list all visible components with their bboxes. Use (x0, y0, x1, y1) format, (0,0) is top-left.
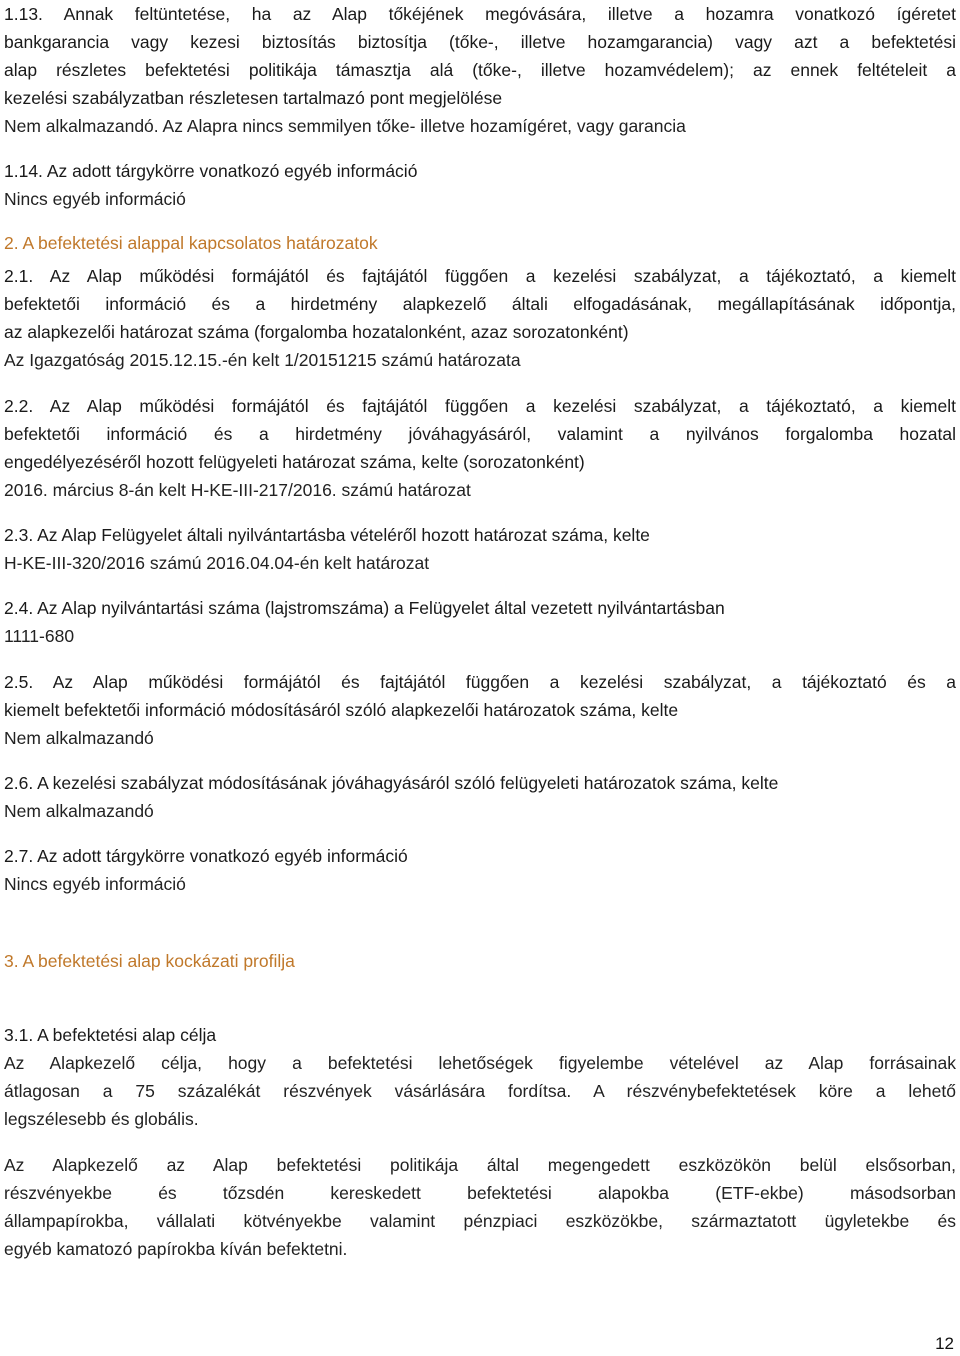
section-2-3-answer: H-KE-III-320/2016 számú 2016.04.04-én kelt határozat (4, 553, 430, 573)
section-2-5-answer: Nem alkalmazandó (4, 728, 154, 748)
section-1-13-heading-line-1: 1.13. Annak feltüntetése, ha az Alap tőkéjének megóvására, illetve a hozamra vonatkozó ígéretet (4, 4, 956, 24)
section-1-13-heading-line-3: alap részletes befektetési politikája támasztja alá (tőke-, illetve hozamvédelem); az ennek feltételeit a (4, 60, 956, 80)
section-2-1-heading-line-1: 2.1. Az Alap működési formájától és fajtájától függően a kezelési szabályzat, a tájékoztató, a kiemelt (4, 266, 956, 286)
section-1-13-heading-line-2: bankgarancia vagy kezesi biztosítás biztosítja (tőke-, illetve hozamgarancia) vagy azt a befektetési (4, 32, 956, 52)
section-2-6-heading: 2.6. A kezelési szabályzat módosításának jóváhagyásáról szóló felügyeleti határozatok száma, kelte (4, 773, 779, 793)
section-3-1-heading: 3.1. A befektetési alap célja (4, 1025, 217, 1045)
section-2-3-heading: 2.3. Az Alap Felügyelet általi nyilvántartásba vételéről hozott határozat száma, kelte (4, 525, 650, 545)
section-2-2-heading-line-3: engedélyezéséről hozott felügyeleti határozat száma, kelte (sorozatonként) (4, 452, 585, 472)
section-1-13-heading-line-4: kezelési szabályzatban részletesen tartalmazó pont megjelölése (4, 88, 503, 108)
section-2-7-answer: Nincs egyéb információ (4, 874, 186, 894)
section-3-1-para-1-line-1: Az Alapkezelő célja, hogy a befektetési lehetőségek figyelembe vételével az Alap forrásainak (4, 1053, 956, 1073)
section-2-1-heading-line-2: befektetői információ és a hirdetmény alapkezelő általi elfogadásának, megállapításának időpontja, (4, 294, 956, 314)
section-3-1-para-1-line-2: átlagosan a 75 százalékát részvények vásárlására fordítsa. A részvénybefektetések köre a lehető (4, 1081, 956, 1101)
section-2-1-answer: Az Igazgatóság 2015.12.15.-én kelt 1/20151215 számú határozata (4, 350, 521, 370)
chapter-2-heading: 2. A befektetési alappal kapcsolatos határozatok (4, 233, 378, 253)
section-2-7-heading: 2.7. Az adott tárgykörre vonatkozó egyéb információ (4, 846, 408, 866)
section-3-1-para-2-line-1: Az Alapkezelő az Alap befektetési politikája által megengedett eszközökön belül elsősorban, (4, 1155, 956, 1175)
section-1-14-heading: 1.14. Az adott tárgykörre vonatkozó egyéb információ (4, 161, 418, 181)
section-2-6-answer: Nem alkalmazandó (4, 801, 154, 821)
section-2-1-heading-line-3: az alapkezelői határozat száma (forgalomba hozatalonként, azaz sorozatonként) (4, 322, 629, 342)
section-3-1-para-2-line-3: állampapírokba, vállalati kötvényekbe valamint pénzpiaci eszközökbe, származtatott ügyletekbe és (4, 1211, 956, 1231)
section-3-1-para-2-line-4: egyéb kamatozó papírokba kíván befektetni. (4, 1239, 348, 1259)
section-2-4-answer: 1111-680 (4, 626, 75, 646)
section-2-2-answer: 2016. március 8-án kelt H-KE-III-217/2016. számú határozat (4, 480, 471, 500)
section-2-5-heading-line-1: 2.5. Az Alap működési formájától és fajtájától függően a kezelési szabályzat, a tájékoztató és a (4, 672, 956, 692)
section-2-2-heading-line-2: befektetői információ és a hirdetmény jóváhagyásáról, valamint a nyilvános forgalomba hozatal (4, 424, 956, 444)
section-2-2-heading-line-1: 2.2. Az Alap működési formájától és fajtájától függően a kezelési szabályzat, a tájékoztató, a kiemelt (4, 396, 956, 416)
section-1-14-answer: Nincs egyéb információ (4, 189, 186, 209)
section-2-4-heading: 2.4. Az Alap nyilvántartási száma (lajstromszáma) a Felügyelet által vezetett nyilvántartásban (4, 598, 725, 618)
section-1-13-answer: Nem alkalmazandó. Az Alapra nincs semmilyen tőke- illetve hozamígéret, vagy garancia (4, 116, 686, 136)
section-3-1-para-1-line-3: legszélesebb és globális. (4, 1109, 199, 1129)
page-number: 12 (935, 1334, 954, 1353)
section-3-1-para-2-line-2: részvényekbe és tőzsdén kereskedett befektetési alapokba (ETF-ekbe) másodsorban (4, 1183, 956, 1203)
chapter-3-heading: 3. A befektetési alap kockázati profilja (4, 951, 295, 971)
section-2-5-heading-line-2: kiemelt befektetői információ módosításáról szóló alapkezelői határozatok száma, kelte (4, 700, 679, 720)
